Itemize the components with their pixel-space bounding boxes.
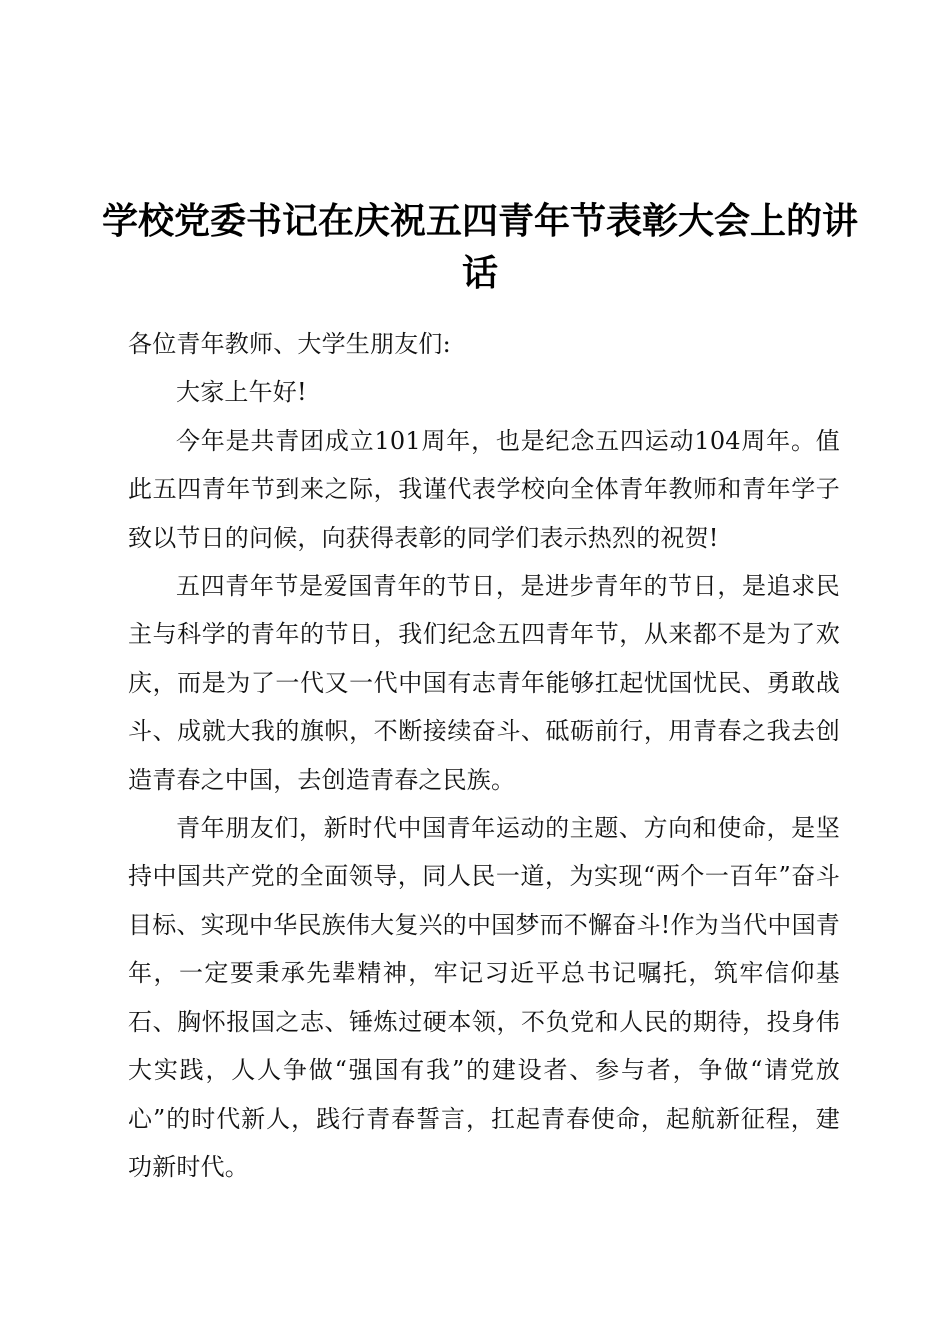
- document-body: [128, 320, 840, 1191]
- document-title: 学校党委书记在庆祝五四青年节表彰大会上的讲话: [101, 201, 858, 294]
- paragraph: 青年朋友们，新时代中国青年运动的主题、方向和使命，是坚持中国共产党的全面领导，同人民一道，为实现“两个一百年”奋斗目标、实现中华民族伟大复兴的中国梦而不懈奋斗!作为当代中国青年，一定要秉承先辈精神，牢记习近平总书记嘱托，筑牢信仰基石、胸怀报国之志、锤炼过硬本领，不负党和人民的期待，投身伟大实践，人人争做“强国有我”的建设者、参与者，争做“请党放心”的时代新人，践行青春誓言，扛起青春使命，起航新征程，建功新时代。: [128, 814, 840, 1181]
- paragraph: 五四青年节是爱国青年的节日，是进步青年的节日，是追求民主与科学的青年的节日，我们纪念五四青年节，从来都不是为了欢庆，而是为了一代又一代中国有志青年能够扛起忧国忧民、勇敢战斗、成就大我的旗帜，不断接续奋斗、砥砺前行，用青春之我去创造青春之中国，去创造青春之民族。: [128, 572, 840, 794]
- greeting: 大家上午好!: [176, 378, 307, 407]
- salutation: 各位青年教师、大学生朋友们:: [128, 330, 451, 358]
- paragraph: 今年是共青团成立101周年，也是纪念五四运动104周年。值此五四青年节到来之际，我谨代表学校向全体青年教师和青年学子致以节日的问候，向获得表彰的同学们表示热烈的祝贺!: [128, 426, 840, 552]
